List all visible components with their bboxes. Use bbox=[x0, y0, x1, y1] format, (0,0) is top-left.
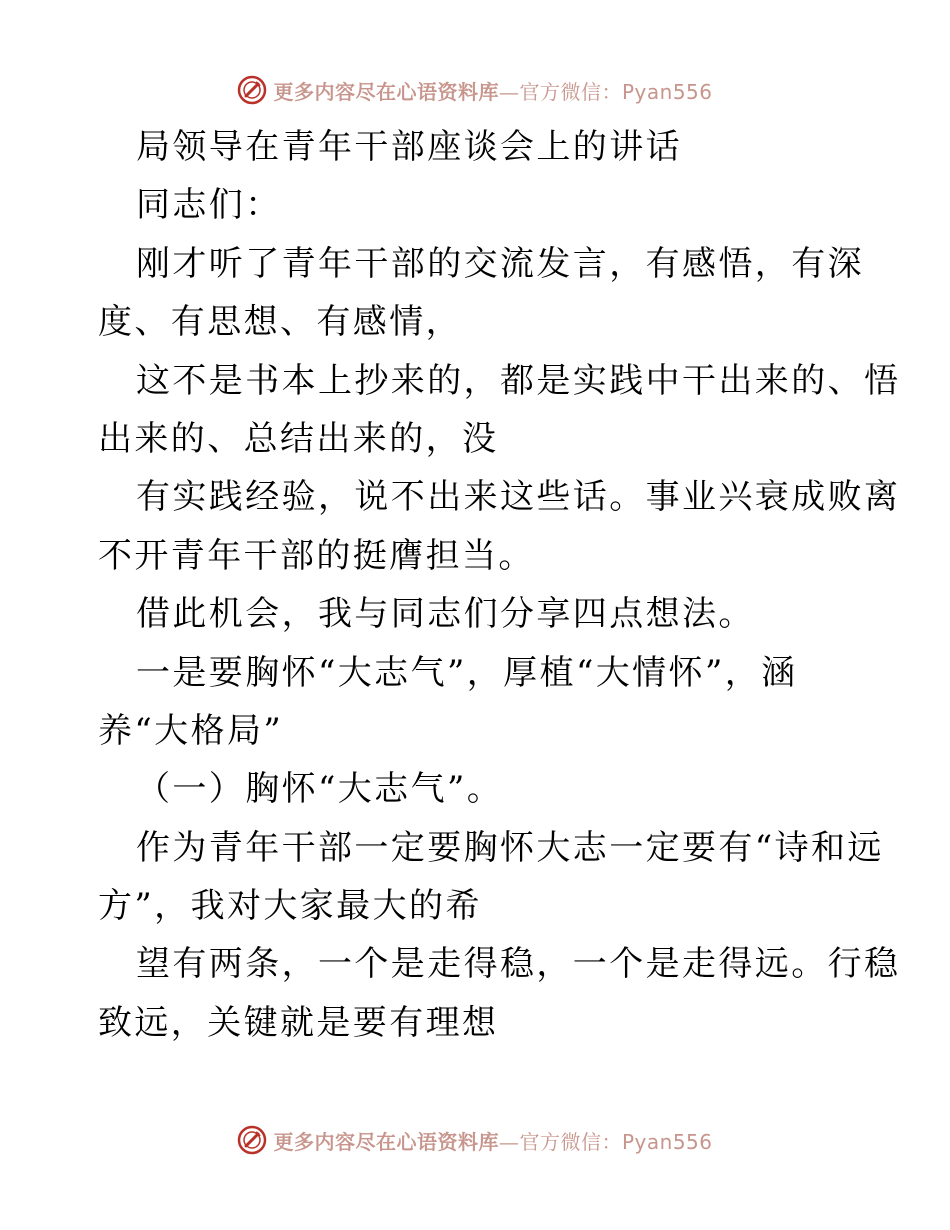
paragraph-line: 借此机会，我与同志们分享四点想法。 bbox=[136, 594, 755, 635]
header-banner bbox=[0, 70, 950, 110]
header-banner-wechat-label: 官方微信： bbox=[519, 79, 622, 104]
subsection-heading: （一）胸怀“大志气”。 bbox=[136, 769, 504, 810]
document-body bbox=[98, 118, 901, 1052]
header-banner-text bbox=[273, 76, 712, 105]
paragraph-line: 有实践经验，说不出来这些话。事业兴衰成败离 bbox=[136, 477, 901, 518]
paragraph-line: 方”，我对大家最大的希 bbox=[98, 886, 482, 927]
paragraph-line: 望有两条，一个是走得稳，一个是走得远。行稳 bbox=[136, 944, 901, 985]
footer-banner-dash: — bbox=[498, 1129, 520, 1154]
section-heading: 养“大格局” bbox=[98, 710, 284, 751]
paragraph-line: 不开青年干部的挺膺担当。 bbox=[98, 535, 535, 576]
footer-banner-main: 更多内容尽在心语资料库 bbox=[273, 1129, 499, 1154]
salutation: 同志们： bbox=[136, 185, 282, 226]
footer-banner bbox=[0, 1120, 950, 1160]
logo-icon bbox=[237, 75, 267, 105]
paragraph-line: 这不是书本上抄来的，都是实践中干出来的、悟 bbox=[136, 360, 901, 401]
header-banner-dash: — bbox=[498, 79, 520, 104]
paragraph-line: 作为青年干部一定要胸怀大志一定要有“诗和远 bbox=[136, 827, 884, 868]
footer-banner-text bbox=[273, 1126, 712, 1155]
header-banner-wechat-id: Pyan556 bbox=[621, 79, 713, 104]
paragraph-line: 出来的、总结出来的，没 bbox=[98, 418, 499, 459]
section-heading: 一是要胸怀“大志气”，厚植“大情怀”，涵 bbox=[136, 652, 798, 693]
paragraph-line: 度、有思想、有感情， bbox=[98, 302, 462, 343]
footer-banner-wechat-id: Pyan556 bbox=[621, 1129, 713, 1154]
footer-banner-wechat-label: 官方微信： bbox=[519, 1129, 622, 1154]
document-title: 局领导在青年干部座谈会上的讲话 bbox=[136, 127, 682, 167]
paragraph-line: 致远，关键就是要有理想 bbox=[98, 1002, 499, 1043]
logo-icon bbox=[237, 1125, 267, 1155]
header-banner-main: 更多内容尽在心语资料库 bbox=[273, 79, 499, 104]
paragraph-line: 刚才听了青年干部的交流发言，有感悟，有深 bbox=[136, 243, 864, 284]
